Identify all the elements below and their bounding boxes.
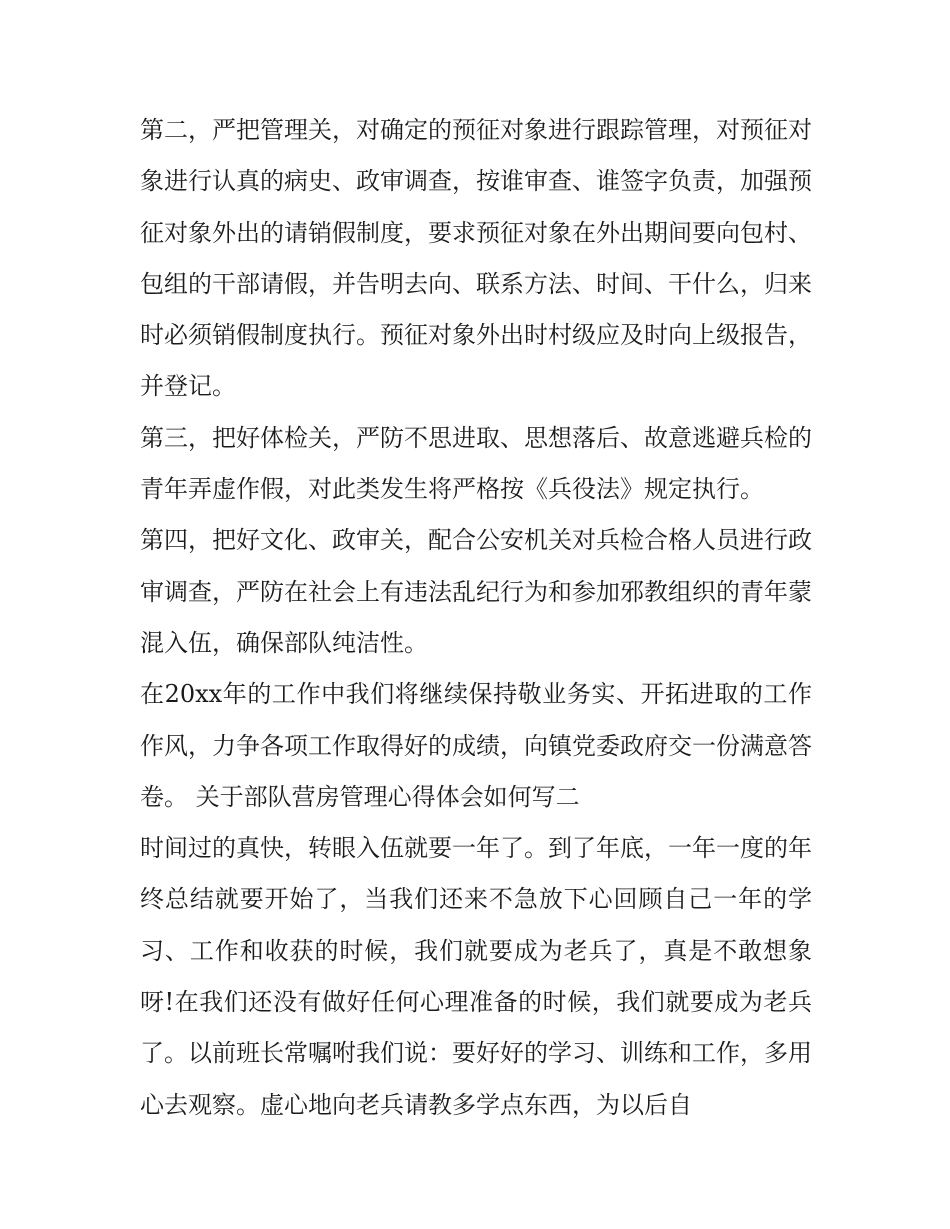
paragraph-year-summary: 时间过的真快，转眼入伍就要一年了。到了年底，一年一度的年终总结就要开始了，当我们还来不急放下心回顾自己一年的学习、工作和收获的时候，我们就要成为老兵了，真是不敢想象呀!在我们还没有做好任何心理准备的时候，我们就要成为老兵了。以前班长常嘱咐我们说：要好好的学习、训练和工作，多用心去观察。虚心地向老兵请教多学点东西，为以后自	[140, 834, 812, 1119]
paragraph-work-plan: 在20xx年的工作中我们将继续保持敬业务实、开拓进取的工作作风，力争各项工作取得好的成绩，向镇党委政府交一份满意答卷。 关于部队营房管理心得体会如何写二	[140, 680, 812, 811]
document-body	[140, 105, 812, 1131]
paragraph-political-review: 第四，把好文化、政审关，配合公安机关对兵检合格人员进行政审调查，严防在社会上有违法乱纪行为和参加邪教组织的青年蒙混入伍，确保部队纯洁性。	[140, 526, 812, 657]
paragraph-recruit-management: 第二，严把管理关，对确定的预征对象进行跟踪管理，对预征对象进行认真的病史、政审调查，按谁审查、谁签字负责，加强预征对象外出的请销假制度，要求预征对象在外出期间要向包村、包组的干部请假，并告明去向、联系方法、时间、干什么，归来时必须销假制度执行。预征对象外出时村级应及时向上级报告，并登记。	[140, 116, 812, 401]
paragraph-physical-exam: 第三，把好体检关，严防不思进取、思想落后、故意逃避兵检的青年弄虚作假，对此类发生将严格按《兵役法》规定执行。	[140, 423, 812, 504]
